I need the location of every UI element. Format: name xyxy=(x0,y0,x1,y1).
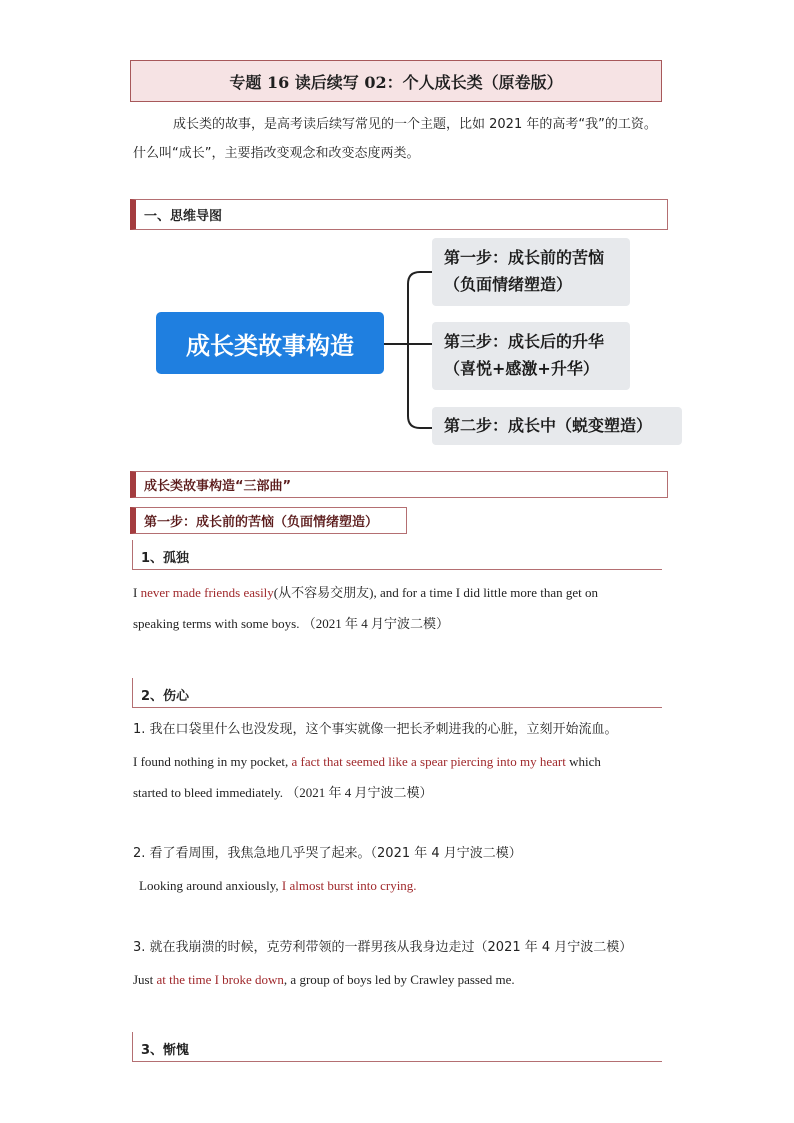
highlight-phrase: never made friends easily xyxy=(140,585,274,600)
mindmap-node-step1-line1: 第一步：成长前的苦恼 xyxy=(444,248,605,267)
mindmap-center-node: 成长类故事构造 xyxy=(156,312,384,374)
subheading-sadness: 2、伤心 xyxy=(132,678,662,708)
mindmap-node-step1 xyxy=(432,238,630,306)
mindmap-node-step1-line2: （负面情绪塑造） xyxy=(444,275,573,294)
subheading-shame: 3、惭愧 xyxy=(132,1032,662,1062)
highlight-phrase: a fact that seemed like a spear piercing into my heart xyxy=(291,754,566,769)
mindmap-node-step3-line2: （喜悦+感激+升华） xyxy=(444,359,599,378)
example2-en: Looking around anxiously, I almost burst into crying. xyxy=(139,878,417,893)
mindmap-connectors xyxy=(380,260,440,440)
section-heading-mindmap: 一、思维导图 xyxy=(130,199,668,230)
subheading-loneliness: 1、孤独 xyxy=(132,540,662,570)
mindmap-node-step3-line1: 第三步：成长后的升华 xyxy=(444,332,605,351)
section-heading-trilogy: 成长类故事构造“三部曲” xyxy=(130,471,668,498)
step1-heading: 第一步：成长前的苦恼（负面情绪塑造） xyxy=(130,507,407,534)
document-title: 专题 16 读后续写 02：个人成长类（原卷版） xyxy=(130,60,662,102)
example3-cn: 3. 就在我崩溃的时候，克劳利带领的一群男孩从我身边走过（2021 年 4 月宁波二模） xyxy=(133,940,633,955)
highlight-phrase: I almost burst into crying. xyxy=(281,878,417,893)
mindmap-node-step2: 第二步：成长中（蜕变塑造） xyxy=(432,407,682,445)
highlight-phrase: at the time I broke down xyxy=(156,972,284,987)
example2-cn: 2. 看了看周围，我焦急地几乎哭了起来。（2021 年 4 月宁波二模） xyxy=(133,846,522,861)
example1-cn: 1. 我在口袋里什么也没发现，这个事实就像一把长矛刺进我的心脏，立刻开始流血。 xyxy=(133,722,618,737)
example-loneliness-en-line2: speaking terms with some boys. （2021 年 4 月宁波二模） xyxy=(133,616,449,631)
intro-paragraph: 成长类的故事，是高考读后续写常见的一个主题，比如 2021 年的高考“我”的工资。什么叫“成长”，主要指改变观念和改变态度两类。 xyxy=(133,117,657,161)
mindmap-node-step3 xyxy=(432,322,630,390)
example1-en-line2: started to bleed immediately. （2021 年 4 月宁波二模） xyxy=(133,785,433,800)
example1-en-line1: I found nothing in my pocket, a fact that seemed like a spear piercing into my heart which xyxy=(133,754,601,769)
example-loneliness-en-line1: I never made friends easily(从不容易交朋友), and for a time I did little more than get on xyxy=(133,585,599,600)
example3-en: Just at the time I broke down, a group of boys led by Crawley passed me. xyxy=(133,972,515,987)
